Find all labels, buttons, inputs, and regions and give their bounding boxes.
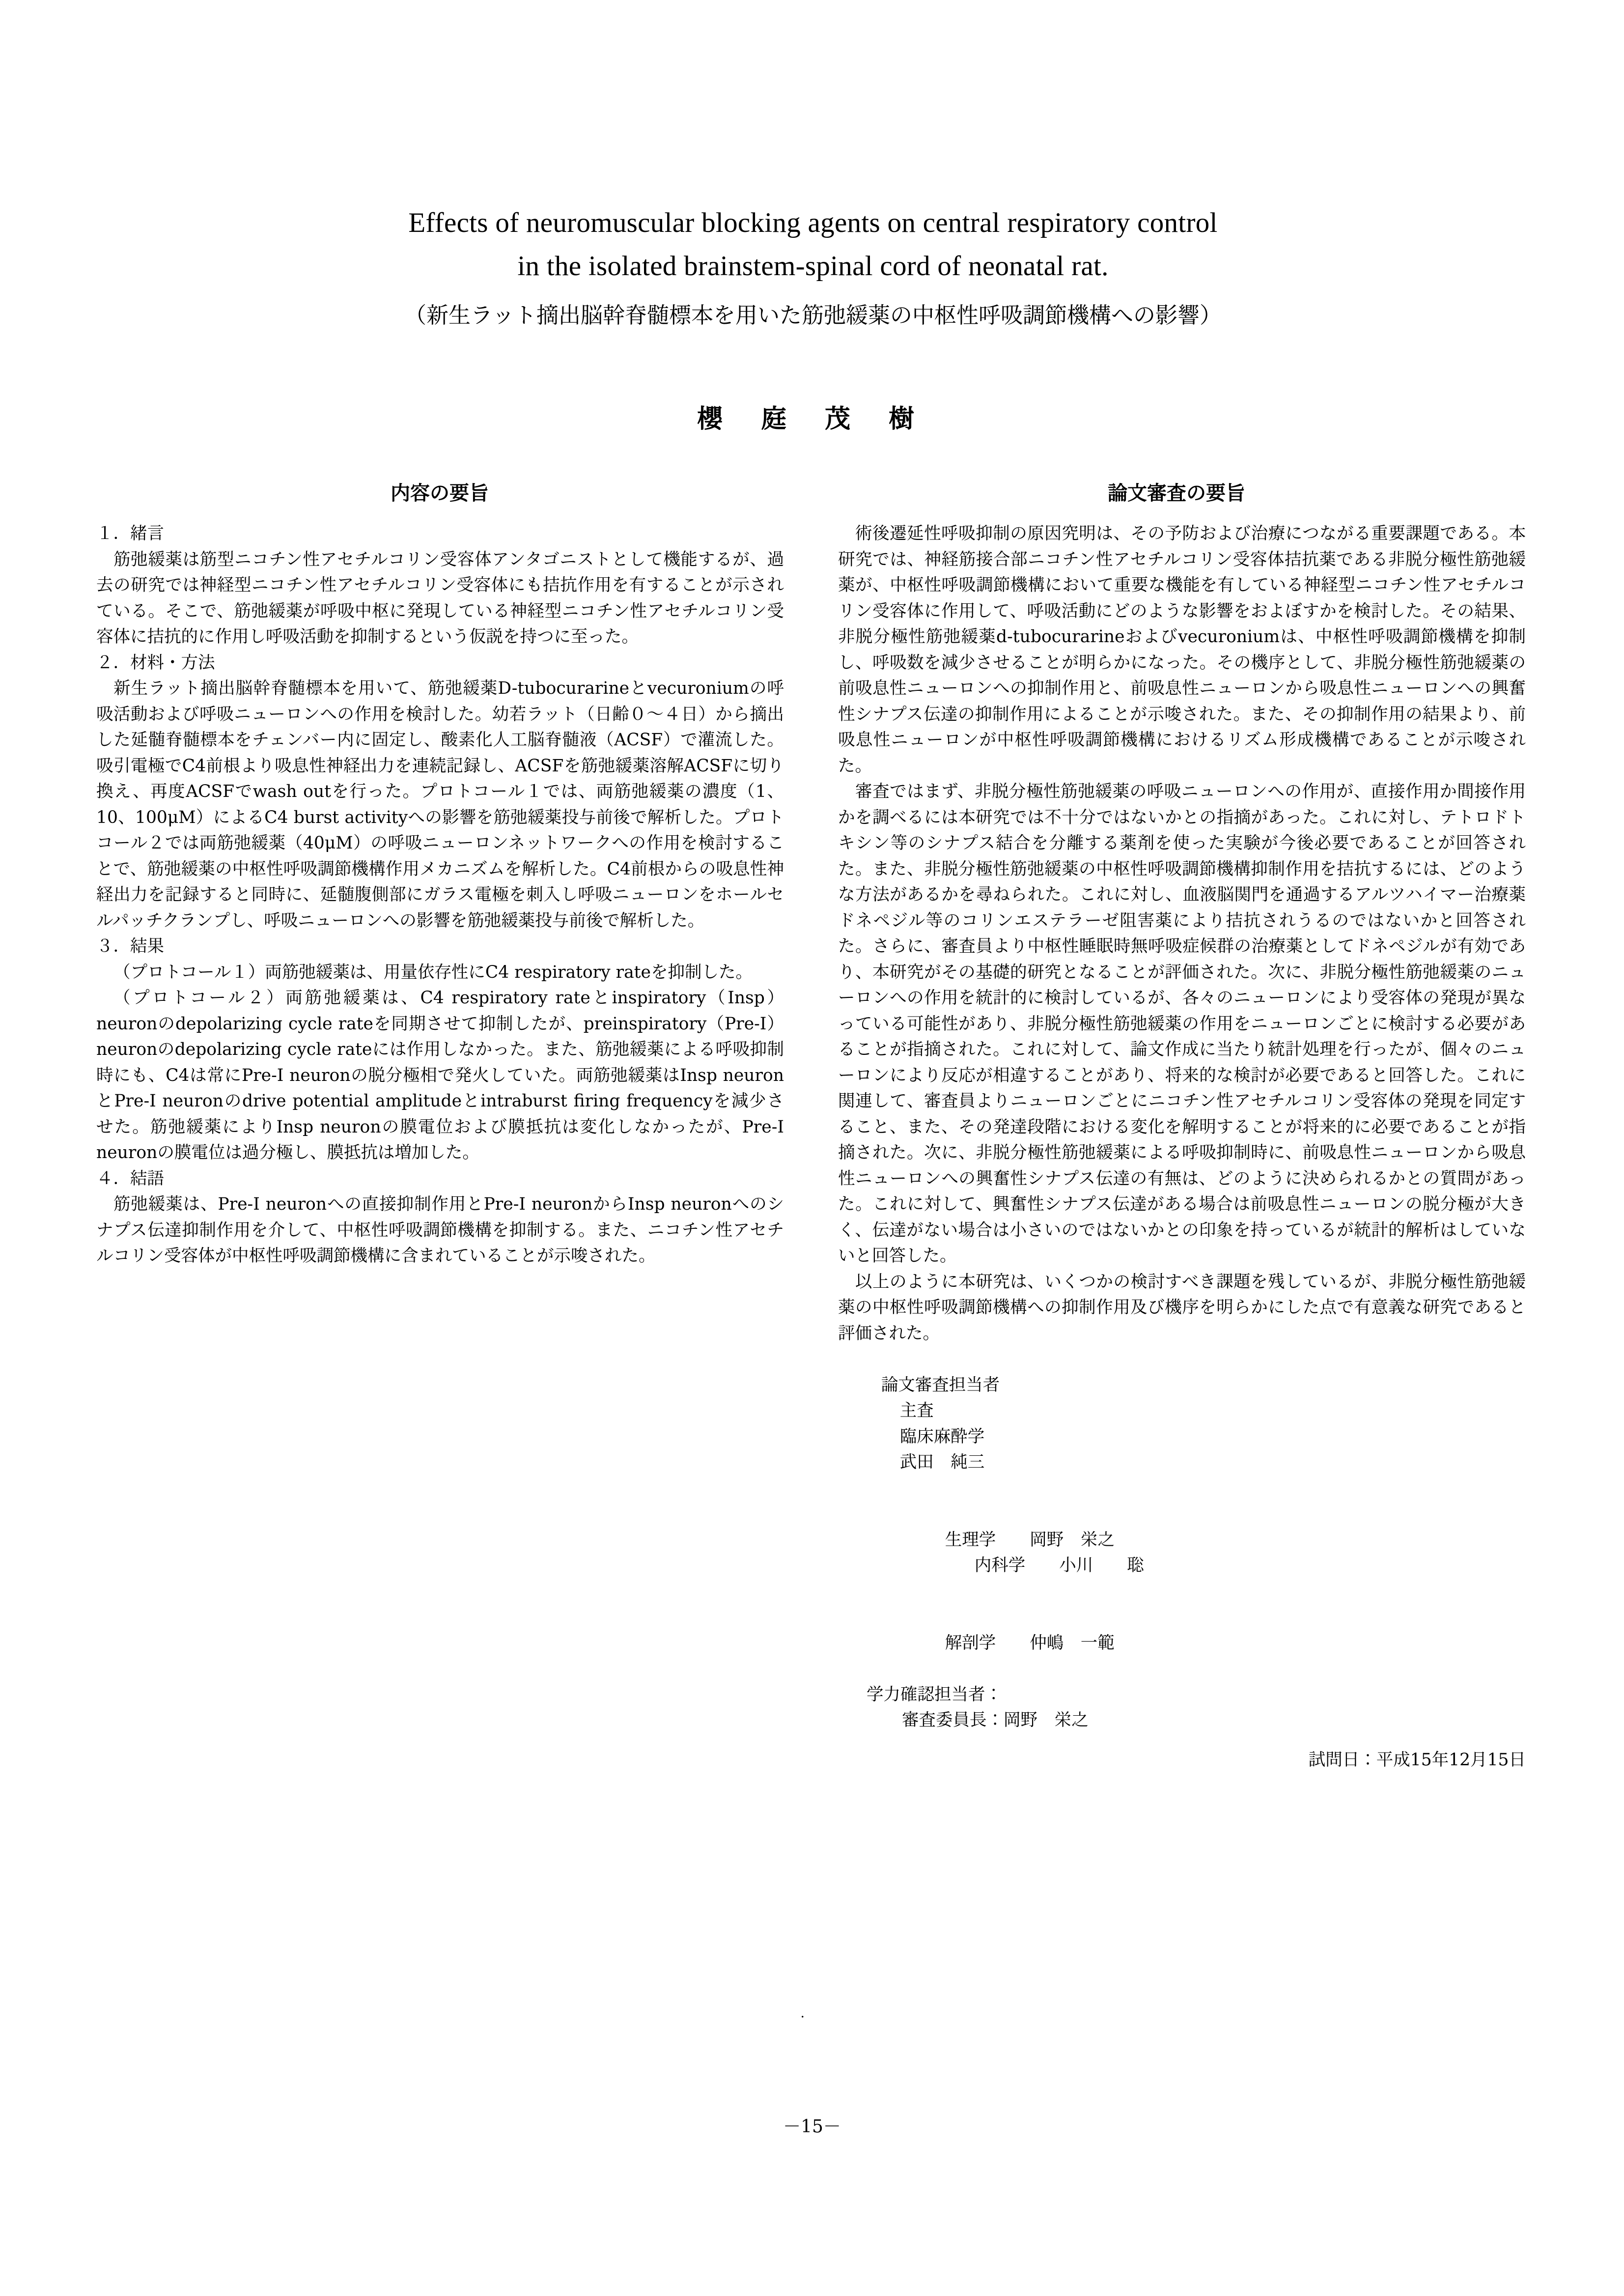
abstract-section3-heading: ３．結果 xyxy=(96,936,164,956)
committee-name-1: 武田 純三 xyxy=(899,1452,985,1472)
committee-field-2: 生理学 岡野 栄之 xyxy=(945,1530,1115,1550)
author-name: 櫻 庭 茂 樹 xyxy=(697,404,929,434)
title-japanese: （新生ラット摘出脳幹脊髄標本を用いた筋弛緩薬の中枢性呼吸調節機構への影響） xyxy=(404,302,1222,328)
committee-role-1: 主査 xyxy=(899,1401,934,1420)
abstract-column xyxy=(96,521,784,1269)
review-paragraph-2: 審査ではまず、非脱分極性筋弛緩薬の呼吸ニューロンへの作用が、直接作用か間接作用かを調べるには本研究では不十分ではないかとの指摘があった。これに対し、テトロドトキシン等のシナプス結合を分離する薬剤を使った実験が今後必要であることが回答された。また、非脱分極性筋弛緩薬の中枢性呼吸調節機構抑制作用を拮抗するには、どのような方法があるかを尋ねられた。これに対し、血液脳関門を通過するアルツハイマー治療薬ドネペジル等のコリンエステラーゼ阻害薬により拮抗されうるのではないかと回答された。さらに、審査員より中枢性睡眠時無呼吸症候群の治療薬としてドネペジルが有効であり、本研究がその基礎的研究となることが評価された。次に、非脱分極性筋弛緩薬のニューロンへの作用を統計的に検討しているが、各々のニューロンにより受容体の発現が異なっている可能性があり、非脱分極性筋弛緩薬の作用をニューロンごとに検討する必要があることが指摘された。これに対して、論文作成に当たり統計処理を行ったが、個々のニューロンにより反応が相違することがあり、将来的な検討が必要であると回答した。これに関連して、審査員よりニューロンごとにニコチン性アセチルコリン受容体の発現を同定すること、また、その発達段階における変化を解明することが将来的に必要であることが指摘された。次に、非脱分極性筋弛緩薬による呼吸抑制時に、前吸息性ニューロンから吸息性ニューロンへの興奮性シナプス伝達の有無は、どのように決められるかとの質問があった。これに対して、興奮性シナプス伝達がある場合は前吸息性ニューロンの脱分極が大きく、伝達がない場合は小さいのではないかとの印象を持っているが統計的解析はしていないと回答した。 xyxy=(838,782,1526,1266)
title-english-line1: Effects of neuromuscular blocking agents on central respiratory control xyxy=(408,207,1218,238)
page-number: －15－ xyxy=(783,2117,841,2137)
abstract-section3-protocol1: （プロトコール１）両筋弛緩薬は、用量依存性にC4 respiratory rateを抑制した。 xyxy=(113,962,753,982)
abstract-section2-heading: ２．材料・方法 xyxy=(96,652,215,673)
committee-chair-label: 審査委員長：岡野 栄之 xyxy=(902,1710,1089,1730)
review-heading: 論文審査の要旨 xyxy=(1108,482,1245,505)
committee-label-line xyxy=(838,1346,1526,1501)
abstract-section3-protocol2: （プロトコール２）両筋弛緩薬は、C4 respiratory rateとinspiratory（Insp）neuronのdepolarizing cycle rateを同期させて抑制したが、preinspiratory（Pre-I）neuronのdepolarizing cycle rateには作用しなかった。また、筋弛緩薬による呼吸抑制時にも、C4は常にPre-I neuronの脱分極相で発火していた。両筋弛緩薬はInsp neuronとPre-I neuronのdrive potential amplitudeとintraburst firing frequencyを減少させた。筋弛緩薬によりInsp neuronの膜電位および膜抵抗は変化しなかったが、Pre-I neuronの膜電位は過分極し、膜抵抗は増加した。 xyxy=(96,988,784,1162)
abstract-section4-heading: ４．結語 xyxy=(96,1168,164,1189)
review-committee-block xyxy=(838,1346,1526,1773)
academic-confirmation-label: 学力確認担当者： xyxy=(867,1684,1002,1704)
committee-name-2: 内科学 小川 聡 xyxy=(974,1556,1144,1575)
committee-label: 論文審査担当者 xyxy=(881,1375,1000,1395)
committee-row-2 xyxy=(838,1501,1526,1604)
review-paragraph-3: 以上のように本研究は、いくつかの検討すべき課題を残しているが、非脱分極性筋弛緩薬の中枢性呼吸調節機構への抑制作用及び機序を明らかにした点で有意義な研究であると評価された。 xyxy=(838,1272,1526,1343)
exam-date: 試問日：平成15年12月15日 xyxy=(1308,1750,1526,1770)
title-block xyxy=(177,201,1449,336)
center-dot-mark: . xyxy=(801,2005,805,2021)
committee-row-3 xyxy=(838,1604,1526,1682)
committee-field-1: 臨床麻酔学 xyxy=(899,1426,985,1446)
abstract-section1-heading: １．緒言 xyxy=(96,524,164,543)
committee-field-3: 解剖学 仲嶋 一範 xyxy=(945,1633,1115,1653)
abstract-section2-body: 新生ラット摘出脳幹脊髄標本を用いて、筋弛緩薬D-tubocurarineとvecuroniumの呼吸活動および呼吸ニューロンへの作用を検討した。幼若ラット（日齢０～４日）から摘出した延髄脊髄標本をチェンバー内に固定し、酸素化人工脳脊髄液（ACSF）で灌流した。吸引電極でC4前根より吸息性神経出力を連続記録し、ACSFを筋弛緩薬溶解ACSFに切り換え、再度ACSFでwash outを行った。プロトコール１では、両筋弛緩薬の濃度（1、10、100μM）によるC4 burst activityへの影響を筋弛緩薬投与前後で解析した。プロトコール２では両筋弛緩薬（40μM）の呼吸ニューロンネットワークへの作用を検討することで、筋弛緩薬の中枢性呼吸調節機構作用メカニズムを解析した。C4前根からの吸息性神経出力を記録すると同時に、延髄腹側部にガラス電極を刺入し呼吸ニューロンをホールセルパッチクランプし、呼吸ニューロンへの影響を筋弛緩薬投与前後で解析した。 xyxy=(96,679,784,931)
title-english-line2: in the isolated brainstem-spinal cord of neonatal rat. xyxy=(517,251,1109,282)
abstract-section1-body: 筋弛緩薬は筋型ニコチン性アセチルコリン受容体アンタゴニストとして機能するが、過去の研究では神経型ニコチン性アセチルコリン受容体にも拮抗作用を有することが示されている。そこで、筋弛緩薬が呼吸中枢に発現している神経型ニコチン性アセチルコリン受容体に拮抗的に作用し呼吸活動を抑制するという仮説を持つに至った。 xyxy=(96,549,784,647)
review-column xyxy=(838,521,1526,1773)
abstract-heading: 内容の要旨 xyxy=(391,482,489,505)
abstract-section4-body: 筋弛緩薬は、Pre-I neuronへの直接抑制作用とPre-I neuronからInsp neuronへのシナプス伝達抑制作用を介して、中枢性呼吸調節機構を抑制する。また、ニコチン性アセチルコリン受容体が中枢性呼吸調節機構に含まれていることが示唆された。 xyxy=(96,1194,784,1266)
review-paragraph-1: 術後遷延性呼吸抑制の原因究明は、その予防および治療につながる重要課題である。本研究では、神経筋接合部ニコチン性アセチルコリン受容体拮抗薬である非脱分極性筋弛緩薬が、中枢性呼吸調節機構において重要な機能を有している神経型ニコチン性アセチルコリン受容体に作用して、呼吸活動にどのような影響をおよぼすかを検討した。その結果、非脱分極性筋弛緩薬d-tubocurarineおよびvecuroniumは、中枢性呼吸調節機構を抑制し、呼吸数を減少させることが明らかになった。その機序として、非脱分極性筋弛緩薬の前吸息性ニューロンへの抑制作用と、前吸息性ニューロンから吸息性ニューロンへの興奮性シナプス伝達の抑制作用によることが示唆された。また、その抑制作用の結果より、前吸息性ニューロンが中枢性呼吸調節機構におけるリズム形成機構であることが示唆された。 xyxy=(838,524,1526,776)
